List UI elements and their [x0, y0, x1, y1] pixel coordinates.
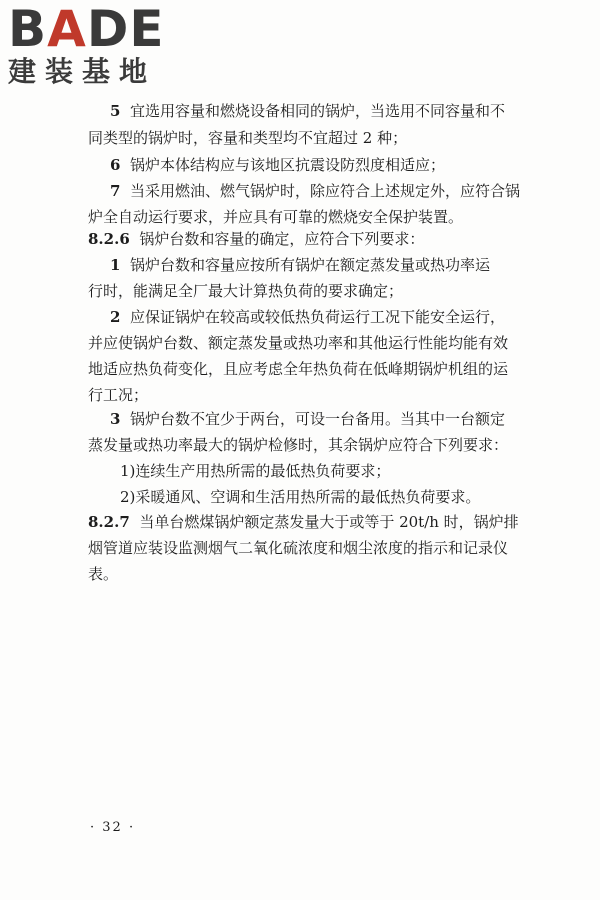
item-7-line-2: 炉全自动运行要求，并应具有可靠的燃烧安全保护装置。: [88, 208, 464, 226]
clause-8-2-6-item-2-line-1: 2 应保证锅炉在较高或较低热负荷运行工况下能安全运行，: [110, 308, 505, 326]
clause-8-2-6-item-3-line-2: 蒸发量或热功率最大的锅炉检修时，其余锅炉应符合下列要求：: [88, 436, 509, 454]
page-number: · 32 ·: [90, 820, 136, 835]
item-5-line-2: 同类型的锅炉时，容量和类型均不宜超过 2 种；: [88, 129, 408, 147]
clause-8-2-6-subitem-1: 1)连续生产用热所需的最低热负荷要求；: [120, 462, 391, 480]
clause-8-2-7-line-1: 8.2.7 当单台燃煤锅炉额定蒸发量大于或等于 20t/h 时，锅炉排: [88, 513, 519, 531]
logo-wordmark: BADE: [8, 0, 165, 58]
bade-logo: [8, 0, 178, 88]
clause-8-2-6-item-2-line-3: 地适应热负荷变化，且应考虑全年热负荷在低峰期锅炉机组的运: [88, 360, 509, 378]
item-5-line-1: 5 宜选用容量和燃烧设备相同的锅炉，当选用不同容量和不: [110, 102, 505, 120]
item-6-line-1: 6 锅炉本体结构应与该地区抗震设防烈度相适应；: [110, 156, 445, 174]
clause-8-2-7-line-2: 烟管道应装设监测烟气二氧化硫浓度和烟尘浓度的指示和记录仪: [88, 539, 509, 557]
clause-8-2-6-heading: 8.2.6 锅炉台数和容量的确定，应符合下列要求：: [88, 230, 425, 248]
clause-8-2-6-item-1-line-2: 行时，能满足全厂最大计算热负荷的要求确定；: [88, 282, 404, 300]
item-7-line-1: 7 当采用燃油、燃气锅炉时，除应符合上述规定外，应符合锅: [110, 182, 520, 200]
clause-8-2-6-item-3-line-1: 3 锅炉台数不宜少于两台，可设一台备用。当其中一台额定: [110, 410, 505, 428]
clause-8-2-6-item-2-line-2: 并应使锅炉台数、额定蒸发量或热功率和其他运行性能均能有效: [88, 334, 509, 352]
logo-subtitle: 建装基地: [8, 55, 157, 88]
clause-8-2-6-subitem-2: 2)采暖通风、空调和生活用热所需的最低热负荷要求。: [120, 488, 481, 506]
clause-8-2-6-item-2-line-4: 行工况；: [88, 386, 149, 404]
clause-8-2-7-line-3: 表。: [88, 565, 119, 583]
clause-8-2-6-item-1-line-1: 1 锅炉台数和容量应按所有锅炉在额定蒸发量或热功率运: [110, 256, 490, 274]
